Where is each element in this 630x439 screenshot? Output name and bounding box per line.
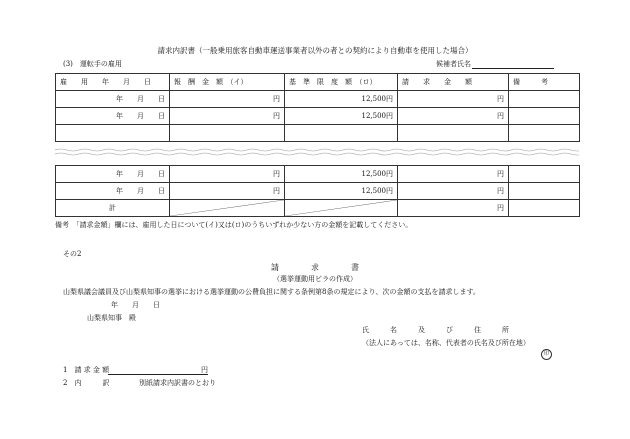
total-label: 計 [56, 200, 170, 217]
item2-label: 2 内 訳 [63, 379, 110, 387]
date-cell: 年 月 日 [56, 91, 170, 108]
candidate-name-line [472, 68, 554, 69]
header-limit-amount: 基 準 限 度 額 （ロ） [285, 74, 398, 91]
table-break-wave [55, 148, 579, 156]
claim-subheading: （選挙運動用ビラの作成） [273, 275, 357, 283]
date-cell: 年 月 日 [56, 108, 170, 125]
note-cell [509, 183, 580, 200]
note-cell [509, 91, 580, 108]
header-employment-date: 雇 用 年 月 日 [56, 74, 170, 91]
pay-cell: 円 [170, 108, 285, 125]
limit-cell: 12,500円 [285, 108, 398, 125]
date-cell: 年 月 日 [56, 183, 170, 200]
header-remarks: 備 考 [509, 74, 580, 91]
addressee: 山梨県知事 殿 [87, 314, 136, 322]
section-label: (3) 運転手の雇用 [63, 60, 122, 68]
claim-cell: 円 [398, 166, 509, 183]
claimant-name-address: 氏 名 及 び 住 所 [362, 326, 509, 334]
pay-cell: 円 [170, 166, 285, 183]
claimant-corporate-note: （法人にあっては、名称、代表者の氏名及び所在地） [362, 339, 530, 347]
claim-cell: 円 [398, 108, 509, 125]
header-pay-amount: 報 酬 金 額 （イ） [170, 74, 285, 91]
amount-underline [108, 374, 208, 375]
table-header-row [56, 74, 580, 91]
total-row [56, 200, 580, 217]
total-note-cell [509, 200, 580, 217]
table-row [56, 183, 580, 200]
date-cell: 年 月 日 [56, 166, 170, 183]
claim-heading: 請 求 書 [271, 263, 359, 272]
claim-cell: 円 [398, 91, 509, 108]
claim-body-text: 山梨県議会議員及び山梨県知事の選挙における選挙運動の公費負担に関する条例第8条の規定により、次の金額の支払を請求します。 [63, 288, 480, 296]
note-cell [509, 108, 580, 125]
item2-value: 別紙請求内訳書のとおり [139, 379, 216, 387]
total-pay-slash [170, 200, 285, 217]
table-row [56, 108, 580, 125]
claim-date-line: 年 月 日 [111, 301, 160, 309]
claim-table-top [55, 73, 580, 142]
limit-cell: 12,500円 [285, 91, 398, 108]
note-cell [509, 166, 580, 183]
total-claim-cell: 円 [398, 200, 509, 217]
candidate-label: 候補者氏名 [436, 60, 471, 68]
table-row [56, 166, 580, 183]
header-claim-amount: 請 求 金 額 [398, 74, 509, 91]
table-row [56, 125, 580, 142]
total-limit-slash [285, 200, 398, 217]
limit-cell: 12,500円 [285, 166, 398, 183]
claim-table-bottom [55, 165, 580, 217]
table-row [56, 91, 580, 108]
pay-cell: 円 [170, 183, 285, 200]
claim-cell: 円 [398, 183, 509, 200]
seal-icon: 印 [541, 349, 552, 360]
item1-unit: 円 [201, 366, 208, 374]
part2-label: その2 [63, 250, 82, 258]
pay-cell: 円 [170, 91, 285, 108]
item1-label: 1 請 求 金 額 [63, 366, 110, 374]
document-title: 請求内訳書（一般乗用旅客自動車運送事業者以外の者との契約により自動車を使用した場合） [157, 46, 473, 55]
limit-cell: 12,500円 [285, 183, 398, 200]
remark-note: 備考 「請求金額」欄には、雇用した日について(イ)又は(ロ)のうちいずれか少ない方の金額を記載してください。 [55, 221, 413, 229]
